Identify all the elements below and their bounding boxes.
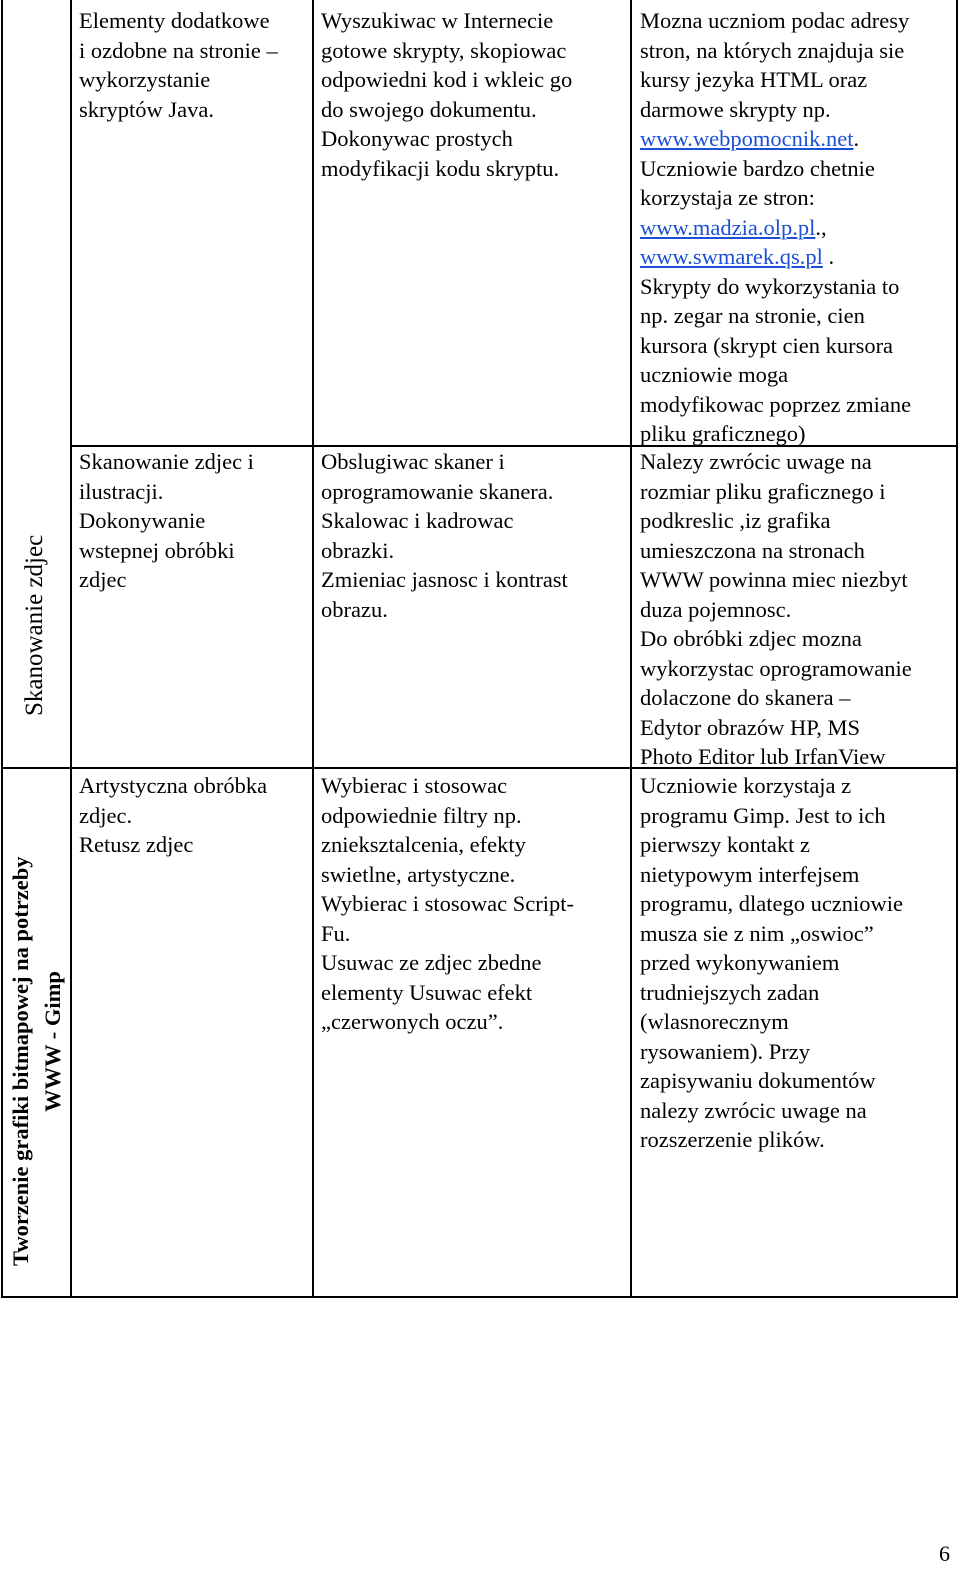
text-line: zdjec.	[79, 802, 133, 828]
text-line: rysowaniem). Przy	[640, 1038, 810, 1064]
text-line: Photo Editor lub IrfanView	[640, 744, 886, 769]
text-line: (wlasnorecznym	[640, 1009, 789, 1034]
section-label-scanning: Skanowanie zdjec	[21, 534, 48, 716]
text-line: obrazu.	[321, 596, 388, 622]
text-line: i ozdobne na stronie –	[79, 37, 278, 63]
text-line: gotowe skrypty, skopiowac	[321, 37, 567, 63]
text-line: trudniejszych zadan	[640, 979, 820, 1005]
text-line: programu, dlatego uczniowie	[640, 891, 904, 916]
text-line: znieksztalcenia, efekty	[321, 832, 526, 857]
text-line: Wybierac i stosowac	[321, 773, 508, 798]
text-line: np. zegar na stronie, cien	[640, 303, 865, 328]
text-line	[640, 242, 911, 272]
text-line: umieszczona na stronach	[640, 537, 865, 563]
text-line: oprogramowanie skanera.	[321, 478, 554, 504]
link-webpomocnik[interactable]: www.webpomocnik.net	[640, 126, 854, 151]
link-madzia[interactable]: www.madzia.olp.pl	[640, 214, 816, 240]
text-line: Dokonywanie	[79, 508, 206, 533]
text-line: Retusz zdjec	[79, 832, 194, 857]
text-line	[640, 124, 911, 154]
text-line: duza pojemnosc.	[640, 596, 792, 622]
text-line: programu Gimp. Jest to ich	[640, 802, 886, 828]
text-line: modyfikowac poprzez zmiane	[640, 391, 912, 417]
row3-skills	[321, 771, 574, 1037]
row3-notes	[640, 771, 903, 1155]
text-line: stron, na których znajduja sie	[640, 37, 905, 63]
link-swmarek[interactable]: www.swmarek.qs.pl	[640, 244, 823, 269]
text-line: Skalowac i kadrowac	[321, 508, 514, 533]
text-line: Mozna uczniom podac adresy	[640, 8, 910, 33]
text-line: Obslugiwac skaner i	[321, 449, 505, 474]
text-line: rozszerzenie plików.	[640, 1127, 825, 1152]
text-line: Do obróbki zdjec mozna	[640, 626, 862, 651]
text-line: wstepnej obróbki	[79, 537, 235, 563]
row1-notes	[640, 6, 911, 449]
text-line: obrazki.	[321, 537, 395, 563]
punctuation: .	[822, 244, 835, 269]
text-line: musza sie z nim „oswioc”	[640, 920, 874, 946]
text-line: nalezy zwrócic uwage na	[640, 1097, 867, 1123]
text-line: Nalezy zwrócic uwage na	[640, 449, 872, 474]
text-line: swietlne, artystyczne.	[321, 861, 516, 887]
text-line: Artystyczna obróbka	[79, 773, 268, 798]
text-line: zdjec	[79, 567, 127, 592]
text-line: elementy Usuwac efekt	[321, 979, 533, 1005]
row1-skills	[321, 6, 572, 183]
row1-topic	[79, 6, 278, 124]
section-label-gimp-line2: WWW - Gimp	[40, 971, 65, 1112]
page-number: 6	[939, 1541, 950, 1566]
text-line: Wybierac i stosowac Script-	[321, 891, 574, 916]
text-line: skryptów Java.	[79, 96, 214, 122]
text-line: rozmiar pliku graficznego i	[640, 478, 886, 504]
text-line: modyfikacji kodu skryptu.	[321, 155, 560, 181]
row3-topic	[79, 771, 267, 860]
text-line: odpowiedni kod i wkleic go	[321, 67, 573, 92]
text-line: zapisywaniu dokumentów	[640, 1068, 876, 1093]
text-line: Usuwac ze zdjec zbedne	[321, 950, 542, 975]
text-line: uczniowie moga	[640, 362, 789, 387]
text-line: kursora (skrypt cien kursora	[640, 332, 894, 358]
text-line: nietypowym interfejsem	[640, 861, 860, 887]
text-line: przed wykonywaniem	[640, 950, 840, 975]
text-line: pierwszy kontakt z	[640, 832, 810, 857]
text-line: ilustracji.	[79, 478, 164, 504]
text-line: dolaczone do skanera –	[640, 685, 851, 710]
text-line: Edytor obrazów HP, MS	[640, 714, 860, 740]
text-line: Skrypty do wykorzystania to	[640, 273, 900, 299]
text-line: wykorzystac oprogramowanie	[640, 655, 912, 681]
text-line: do swojego dokumentu.	[321, 96, 537, 122]
row2-skills	[321, 447, 568, 624]
text-line: pliku graficznego)	[640, 421, 806, 446]
text-line: Skanowanie zdjec i	[79, 449, 254, 474]
row2-notes	[640, 447, 912, 772]
text-line: Uczniowie bardzo chetnie	[640, 155, 875, 181]
text-line: odpowiednie filtry np.	[321, 802, 522, 828]
text-line: podkreslic ,iz grafika	[640, 508, 831, 533]
text-line: korzystaja ze stron:	[640, 185, 815, 210]
text-line: kursy jezyka HTML oraz	[640, 67, 868, 92]
text-line: Zmieniac jasnosc i kontrast	[321, 567, 568, 592]
text-line	[640, 213, 911, 243]
text-line: Elementy dodatkowe	[79, 8, 270, 33]
text-line: darmowe skrypty np.	[640, 96, 831, 122]
punctuation: .	[853, 126, 860, 151]
text-line: „czerwonych oczu”.	[321, 1009, 504, 1034]
text-line: Dokonywac prostych	[321, 126, 513, 151]
text-line: Fu.	[321, 920, 351, 946]
text-line: Wyszukiwac w Internecie	[321, 8, 554, 33]
text-line: Uczniowie korzystaja z	[640, 773, 852, 798]
punctuation: .,	[815, 214, 827, 240]
text-line: WWW powinna miec niezbyt	[640, 567, 908, 592]
text-line: wykorzystanie	[79, 67, 211, 92]
row2-topic	[79, 447, 254, 595]
section-label-gimp-line1: Tworzenie grafiki bitmapowej na potrzeby	[8, 856, 33, 1266]
